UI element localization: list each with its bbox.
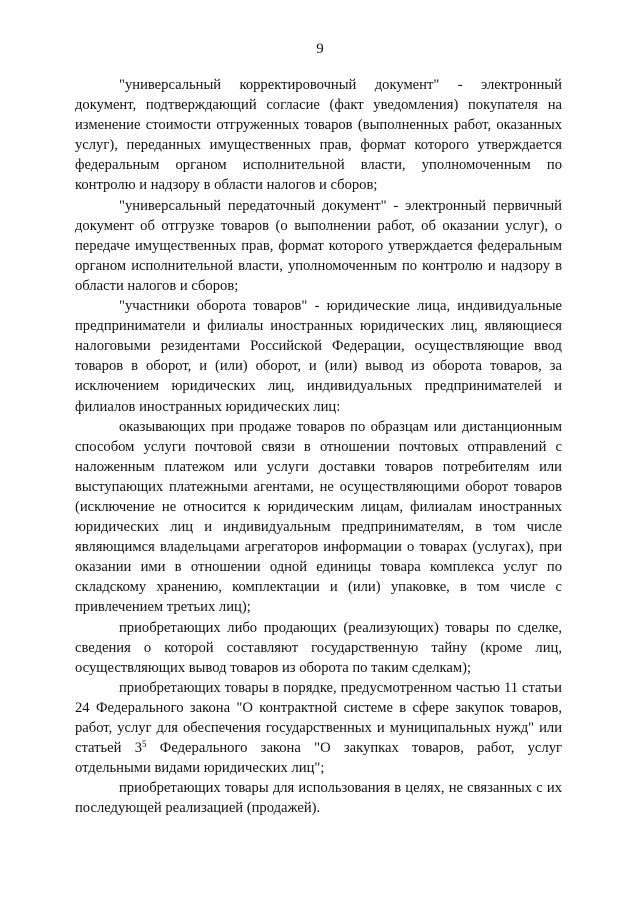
paragraph-exception-postal-services: оказывающих при продаже товаров по образцам или дистанционным способом услуги почтовой связи в отношении почтовых отправлений с наложенным платежом или услуги доставки товаров потребителям или выступающих платежными агентами, не осуществляющими оборот товаров (исключение не относится к юридическим лицам, филиалам иностранных юридических лиц и индивидуальным предпринимателям, в том числе являющимся владельцами агрегаторов информации о товарах (услугах), при оказании ими в отношении одной единицы товара комплекса услуг по складскому хранению, комплектации и (или) упаковке, в том числе с привлечением третьих лиц); bbox=[75, 418, 562, 616]
paragraph-exception-state-secret: приобретающих либо продающих (реализующих) товары по сделке, сведения о которой составляют государственную тайну (кроме лиц, осуществляющих вывод товаров из оборота по таким сделкам); bbox=[75, 619, 562, 676]
paragraph-exception-procurement bbox=[75, 678, 562, 778]
superscript-index: 5 bbox=[142, 739, 147, 750]
page-number: 9 bbox=[316, 41, 324, 57]
paragraph-universal-transfer-document: "универсальный передаточный документ" - электронный первичный документ об отгрузке товаров (о выполнении работ, об оказании услуг), о передаче имущественных прав, формат которого утверждается федеральным органом исполнительной власти, уполномоченным по контролю и надзору в области налогов и сборов; bbox=[75, 197, 562, 294]
procurement-text-part1: приобретающих товары в порядке, предусмотренном частью 11 статьи 24 Федерального закона "О контрактной системе в сфере закупок товаров, работ, услуг для обеспечения государственных и муниципальных нужд" или статьей 3 bbox=[75, 679, 562, 757]
document-body bbox=[75, 75, 562, 818]
procurement-text-part2: Федерального закона "О закупках товаров, работ, услуг отдельными видами юридических лиц"; bbox=[75, 740, 562, 777]
paragraph-exception-own-use: приобретающих товары для использования в целях, не связанных с их последующей реализацией (продажей). bbox=[75, 780, 562, 817]
paragraph-trade-participants: "участники оборота товаров" - юридические лица, индивидуальные предприниматели и филиалы иностранных юридических лиц, являющиеся налоговыми резидентами Российской Федерации, осуществляющие ввод товаров в оборот, и (или) оборот, и (или) вывод из оборота товаров, за исключением юридических лиц, индивидуальных предпринимателей и филиалов иностранных юридических лиц: bbox=[75, 298, 562, 415]
paragraph-universal-correction-document: "универсальный корректировочный документ" - электронный документ, подтверждающий согласие (факт уведомления) покупателя на изменение стоимости отгруженных товаров (выполненных работ, оказанных услуг), переданных имущественных прав, формат которого утверждается федеральным органом исполнительной власти, уполномоченным по контролю и надзору в области налогов и сборов; bbox=[75, 77, 562, 194]
